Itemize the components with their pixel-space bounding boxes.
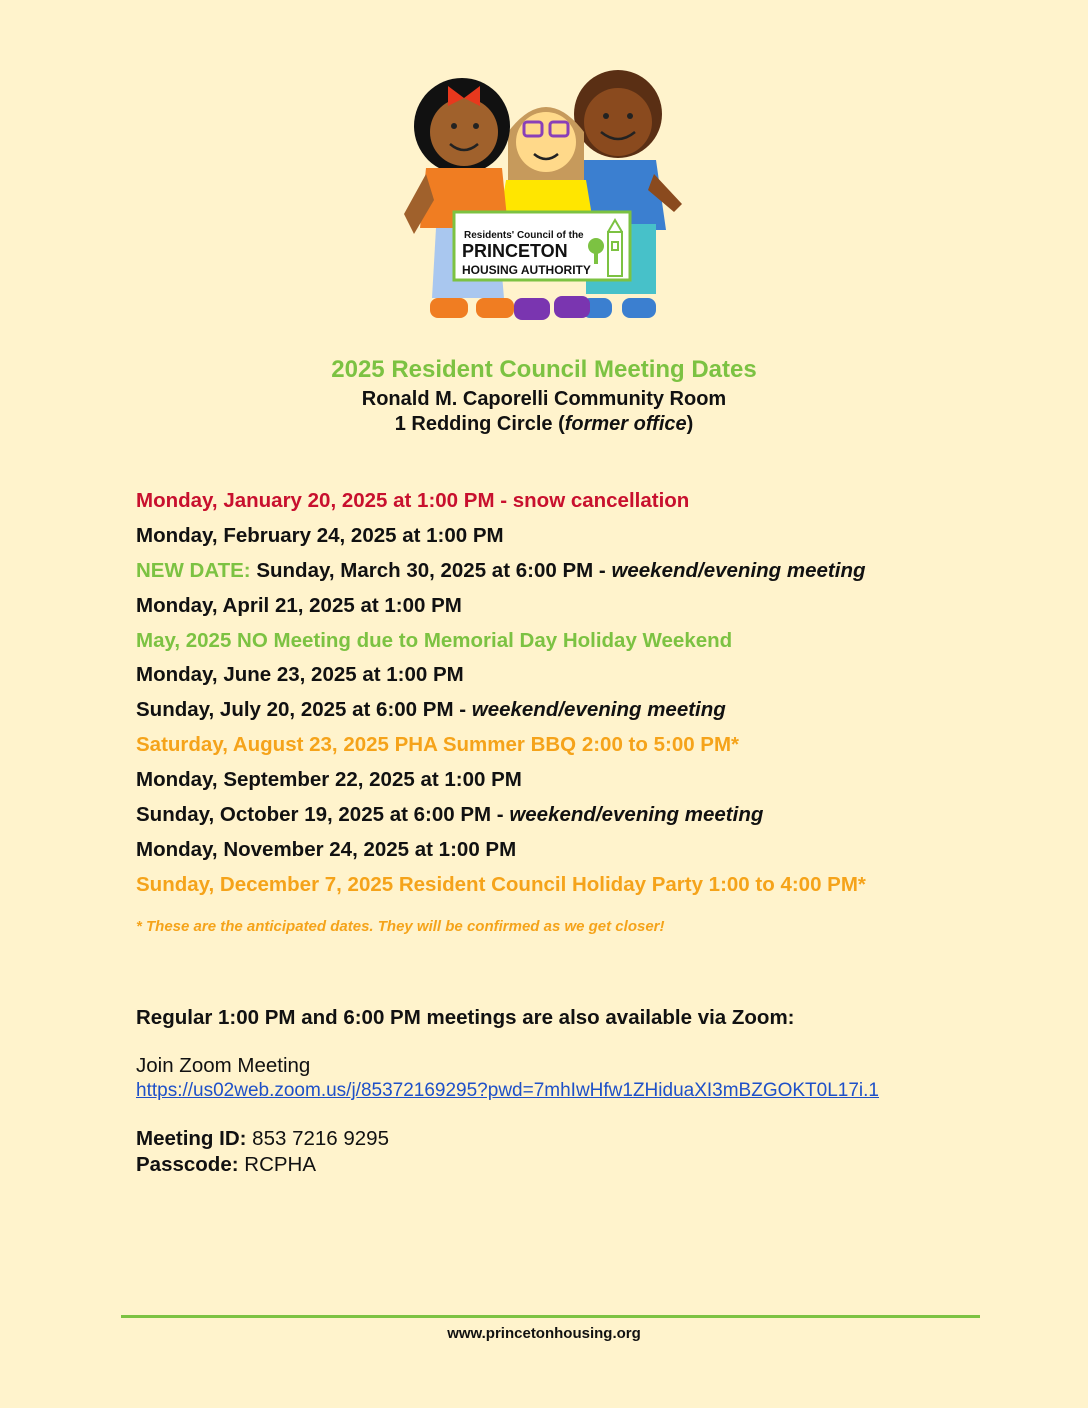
venue-address — [0, 413, 1088, 436]
date-item-march — [136, 556, 866, 591]
date-item-april — [136, 591, 866, 626]
date-italic: weekend/evening meeting — [471, 698, 726, 722]
date-text: Monday, September 22, 2025 at 1:00 PM — [136, 768, 522, 792]
date-item-august — [136, 730, 866, 765]
date-text: Sunday, December 7, 2025 Resident Council Holiday Party 1:00 to 4:00 PM* — [136, 872, 866, 896]
date-italic: weekend/evening meeting — [509, 803, 764, 827]
date-item-july — [136, 695, 866, 730]
meeting-id-label: Meeting ID: — [136, 1127, 247, 1150]
date-text: Monday, June 23, 2025 at 1:00 PM — [136, 663, 464, 687]
date-text: Sunday, March 30, 2025 at 6:00 PM - — [256, 558, 612, 582]
passcode-value: RCPHA — [244, 1153, 317, 1176]
meeting-id-value: 853 7216 9295 — [252, 1127, 389, 1150]
zoom-meeting-link[interactable]: https://us02web.zoom.us/j/85372169295?pwd=7mhIwHfw1ZHiduaXI3mBZGOKT0L17i.1 — [136, 1080, 879, 1101]
logo-line-2: PRINCETON — [462, 241, 568, 261]
anticipated-dates-note: * These are the anticipated dates. They will be confirmed as we get closer! — [136, 918, 665, 935]
date-text: May, 2025 NO Meeting due to Memorial Day Holiday Weekend — [136, 628, 733, 652]
passcode-row — [136, 1152, 389, 1178]
girl-figure-bow-illustration — [404, 78, 514, 318]
passcode-label: Passcode: — [136, 1153, 239, 1176]
date-item-october — [136, 800, 866, 835]
date-text: Saturday, August 23, 2025 PHA Summer BBQ 2:00 to 5:00 PM* — [136, 733, 740, 757]
date-item-february — [136, 521, 866, 556]
address-prefix: 1 Redding Circle ( — [394, 413, 565, 435]
page-title: 2025 Resident Council Meeting Dates — [331, 356, 757, 383]
new-date-label: NEW DATE: — [136, 558, 257, 582]
venue-name: Ronald M. Caporelli Community Room — [361, 388, 727, 410]
date-item-september — [136, 765, 866, 800]
footer-divider — [121, 1315, 980, 1318]
date-text: Sunday, July 20, 2025 at 6:00 PM - — [136, 698, 472, 722]
date-item-june — [136, 660, 866, 695]
logo-line-1: Residents' Council of the — [464, 230, 584, 241]
date-item-november — [136, 835, 866, 870]
zoom-credentials — [136, 1126, 389, 1178]
address-suffix: ) — [686, 413, 694, 435]
date-item-january — [136, 486, 866, 521]
date-text: Monday, November 24, 2025 at 1:00 PM — [136, 837, 517, 861]
residents-council-logo — [396, 64, 692, 326]
date-text: Sunday, October 19, 2025 at 6:00 PM - — [136, 803, 510, 827]
zoom-join-label: Join Zoom Meeting — [136, 1054, 311, 1077]
date-text: Monday, January 20, 2025 at 1:00 PM - snow cancellation — [136, 489, 690, 512]
address-italic: former office — [564, 413, 687, 435]
meeting-dates-list — [136, 486, 866, 905]
date-text: Monday, February 24, 2025 at 1:00 PM — [136, 523, 504, 547]
date-item-may — [136, 626, 866, 661]
footer-website: www.princetonhousing.org — [447, 1325, 641, 1342]
zoom-heading: Regular 1:00 PM and 6:00 PM meetings are also available via Zoom: — [136, 1006, 795, 1029]
date-item-december — [136, 870, 866, 905]
date-text: Monday, April 21, 2025 at 1:00 PM — [136, 593, 462, 617]
meeting-id-row — [136, 1126, 389, 1152]
logo-line-3: HOUSING AUTHORITY — [462, 263, 591, 277]
date-italic: weekend/evening meeting — [611, 558, 866, 582]
